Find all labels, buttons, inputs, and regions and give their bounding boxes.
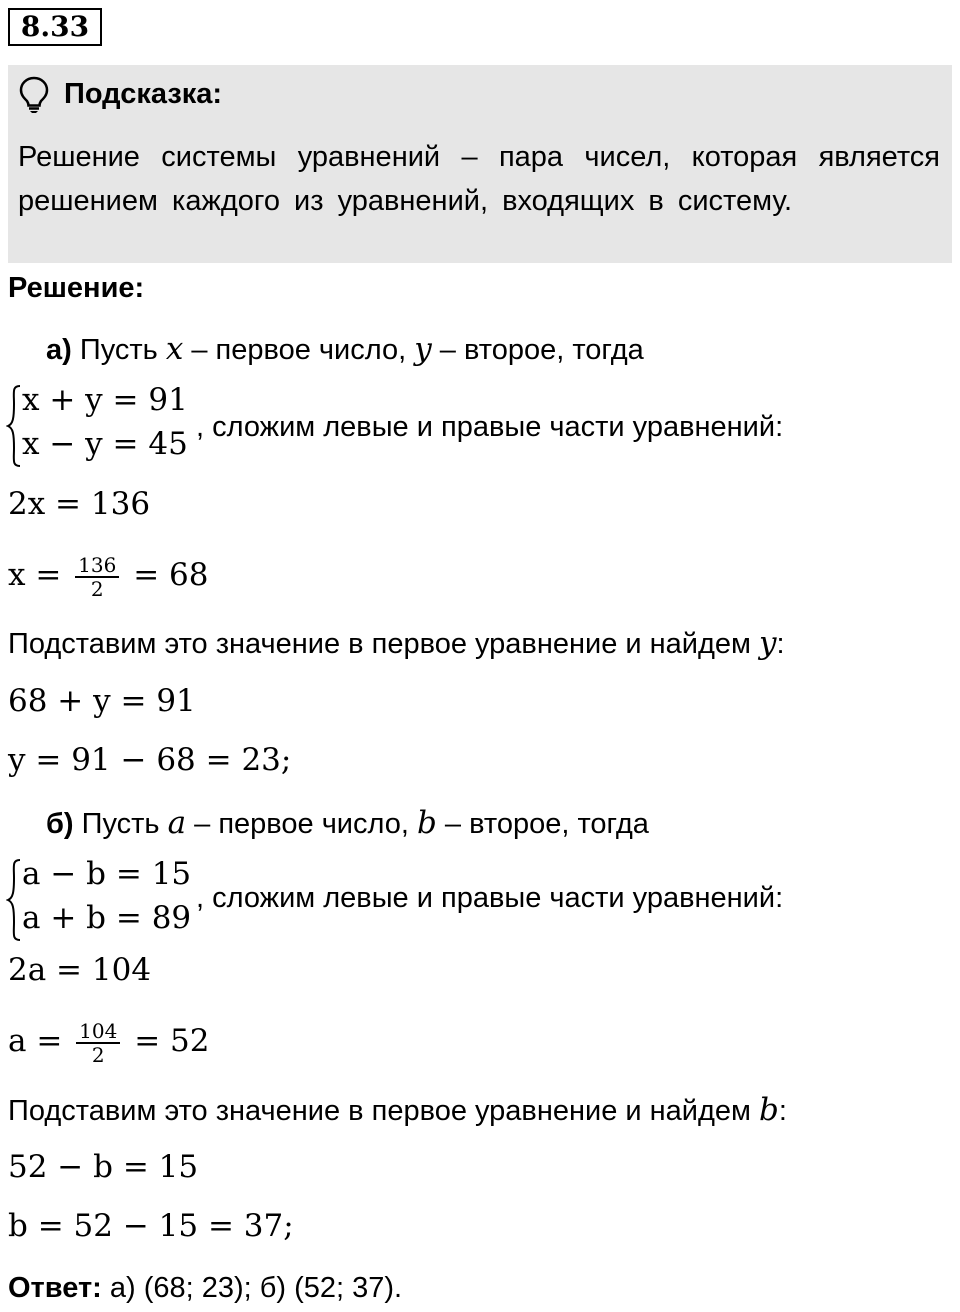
part-a-substitute-text: Подставим это значение в первое уравнение и найдем (8, 628, 760, 660)
part-b-system (6, 856, 216, 942)
part-b-var2: b (417, 805, 437, 841)
part-a-intro (46, 331, 644, 368)
part-b-fraction (76, 1020, 120, 1066)
part-a-fraction (75, 554, 119, 600)
left-brace-icon (6, 384, 22, 468)
part-b-substitute-end: : (778, 1095, 787, 1127)
part-a-step2 (8, 544, 209, 606)
part-b-var1: a (167, 805, 187, 841)
part-a-intro-2: – первое число, (183, 334, 415, 366)
hint-text: Решение системы уравнений – пара чисел, которая является решением каждого из уравнений, входящих в систему. (18, 141, 940, 217)
part-a-step2-rhs: = 68 (123, 557, 209, 593)
part-a-intro-1: Пусть (71, 334, 166, 366)
lightbulb-icon (18, 76, 50, 114)
part-a-system (6, 382, 216, 468)
part-a-label: а) (46, 334, 72, 366)
part-b-substitute-text: Подставим это значение в первое уравнение и найдем (8, 1095, 760, 1127)
part-b-step1: 2a = 104 (8, 952, 152, 988)
part-b-substitute (8, 1092, 787, 1129)
part-b-fraction-num: 104 (76, 1020, 120, 1044)
part-a-fraction-num: 136 (75, 554, 119, 578)
part-a-substitute (8, 625, 785, 662)
part-b-substitute-var: b (759, 1092, 779, 1128)
part-b-system-line2: a + b = 89 (22, 900, 192, 936)
part-a-system-comment: , сложим левые и правые части уравнений: (196, 411, 784, 443)
part-a-system-line1: x + y = 91 (22, 382, 188, 418)
part-b-intro (46, 805, 649, 842)
part-a-system-line2: x − y = 45 (22, 426, 188, 462)
part-a-substitute-end: : (776, 628, 785, 660)
part-a-step4: y = 91 − 68 = 23; (8, 742, 292, 778)
answer-label: Ответ: (8, 1272, 102, 1304)
part-b-step2-rhs: = 52 (124, 1023, 210, 1059)
part-b-step2 (8, 1010, 210, 1072)
part-a-fraction-den: 2 (90, 576, 104, 601)
problem-number: 8.33 (8, 8, 102, 46)
part-a-var1: x (165, 331, 184, 367)
part-b-intro-2: – первое число, (186, 808, 417, 840)
part-b-step2-lhs: a = (8, 1023, 73, 1059)
answer-text: а) (68; 23); б) (52; 37). (101, 1272, 403, 1304)
left-brace-icon (6, 858, 22, 942)
part-b-fraction-den: 2 (91, 1042, 105, 1067)
part-a-var2: y (414, 331, 432, 367)
hint-title-text: Подсказка: (64, 78, 223, 110)
part-b-intro-1: Пусть (73, 808, 168, 840)
part-b-label: б) (46, 808, 74, 840)
part-a-substitute-var: y (759, 625, 777, 661)
part-b-intro-3: – второе, тогда (436, 808, 649, 840)
answer (8, 1270, 402, 1306)
part-a-step1: 2x = 136 (8, 486, 151, 522)
solution-label: Решение: (8, 272, 145, 304)
part-a-step3: 68 + y = 91 (8, 683, 196, 719)
part-a-step2-lhs: x = (8, 557, 72, 593)
part-b-system-line1: a − b = 15 (22, 856, 192, 892)
part-b-step3: 52 − b = 15 (8, 1149, 199, 1185)
part-b-step4: b = 52 − 15 = 37; (8, 1208, 294, 1244)
part-a-intro-3: – второе, тогда (431, 334, 644, 366)
part-b-system-comment: , сложим левые и правые части уравнений: (196, 882, 784, 914)
